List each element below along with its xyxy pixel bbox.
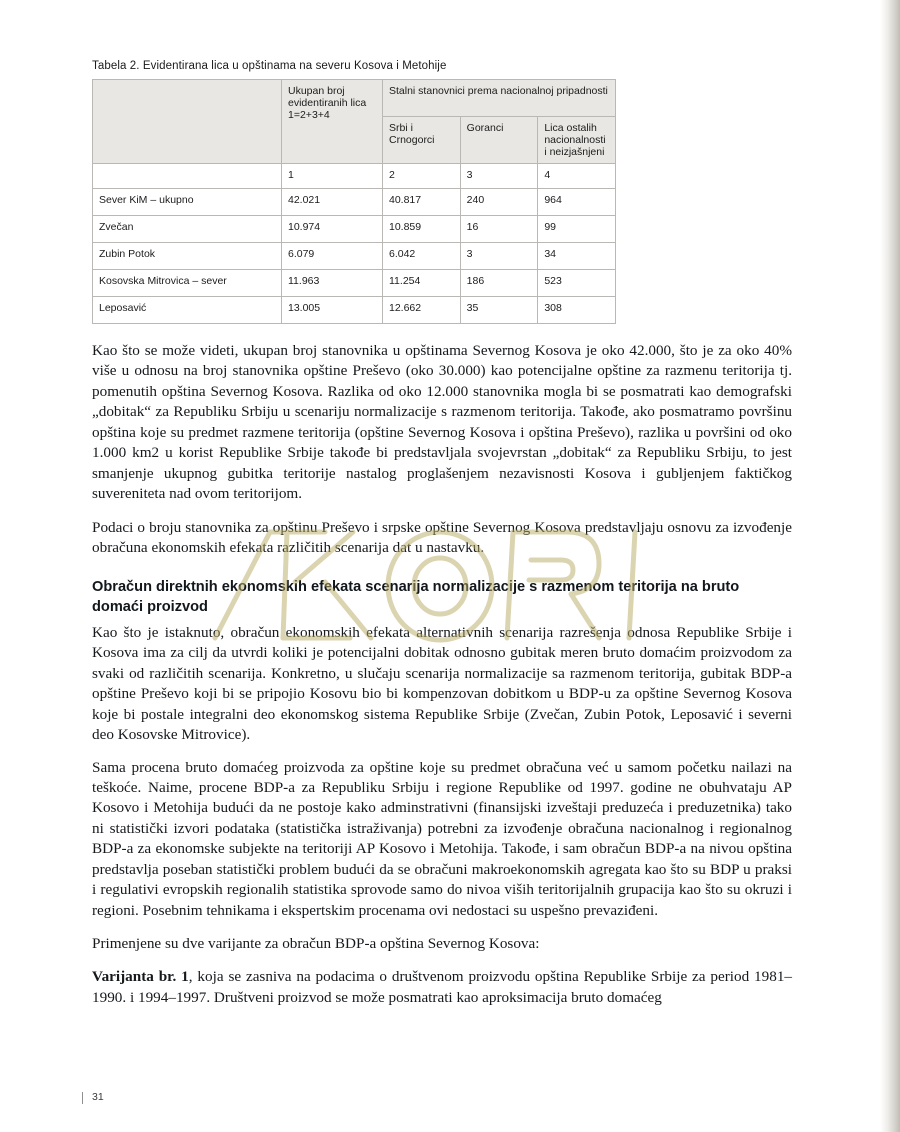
cell-gorani: 35 bbox=[460, 297, 538, 324]
variant-text: , koja se zasniva na podacima o društvenom proizvodu opština Republike Srbije za period 1981–1990. i 1994–1997. Društveni proizvod se može posmatrati kao aproksimacija bruto domaćeg bbox=[92, 968, 793, 1006]
header-cell-empty bbox=[93, 80, 282, 164]
cell-total: 11.963 bbox=[282, 270, 383, 297]
header-cell-others: Lica ostalih nacionalnosti i neizjašnjeni bbox=[538, 117, 616, 164]
table-body bbox=[93, 164, 616, 324]
paragraph-4: Sama procena bruto domaćeg proizvoda za opštine koje su predmet obračuna već u samom početku nailazi na teškoće. Naime, procene BDP-a za Republiku Srbiju i regione Republike od 1997. godine ne obuhvataju AP Kosovo i Metohija budući da ne postoje kako adminstrativni (finansijski izveštaji preduzeća i preduzetnika) tako ni statistički izvori podataka (statistička istraživanja) potrebni za izvođenje obračuna nacionalnog i regionalnog BDP-a za ekonomske subjekte na teritoriji AP Kosovo i Metohija. Takođe, i sam obračun BDP-a na nivou opština predstavlja poseban statistički problem budući da se obračuni makroekonomskih agregata kao što su BDP u praksi i regulativi evropskih regionalih statistika sprovode samo do nivoa viših teritorijalnih grupacija kao što su okruzi i regioni. Posebnim tehnikama i ekspertskim procenama ovi nedostaci su uspešno prevaziđeni. bbox=[92, 758, 792, 919]
page-edge-shadow bbox=[880, 0, 900, 1132]
cell-others: 308 bbox=[538, 297, 616, 324]
variant-label: Varijanta br. 1 bbox=[92, 968, 189, 986]
table-header bbox=[93, 80, 616, 164]
cell-gorani: 186 bbox=[460, 270, 538, 297]
population-table bbox=[92, 79, 616, 324]
cell-serbs: 10.859 bbox=[383, 216, 461, 243]
cell-municipality: Kosovska Mitrovica – sever bbox=[93, 270, 282, 297]
paragraph-5: Primenjene su dve varijante za obračun BDP-a opština Severnog Kosova: bbox=[92, 935, 540, 952]
number-cell-0 bbox=[93, 164, 282, 189]
paragraph-3: Kao što je istaknuto, obračun ekonomskih efekata alternativnih scenarija razrešenja odnosa Republike Srbije i Kosova ima za cilj da utvrdi koliki je potencijalni dobitak odnosno gubitak meren bruto domaćim proizvodom za svaki od različitih scenarija. Konkretno, u slučaju scenarija normalizacije sa razmenom teritorija, gubitak BDP-a opštine Preševo koji bi se pripojio Kosovu bio bi kompenzovan dobitkom u BDP-u za opštine Severnog Kosova koje bi postale integralni deo ekonomskog sistema Republike Srbije (Zvečan, Zubin Potok, Leposavić i severni deo Kosovske Mitrovice). bbox=[92, 623, 792, 744]
cell-serbs: 11.254 bbox=[383, 270, 461, 297]
cell-gorani: 3 bbox=[460, 243, 538, 270]
cell-gorani: 16 bbox=[460, 216, 538, 243]
number-cell-3: 3 bbox=[460, 164, 538, 189]
cell-others: 99 bbox=[538, 216, 616, 243]
header-cell-serbs: Srbi i Crnogorci bbox=[383, 117, 461, 164]
cell-total: 13.005 bbox=[282, 297, 383, 324]
page-content bbox=[92, 0, 792, 1021]
table-row bbox=[93, 216, 616, 243]
number-cell-4: 4 bbox=[538, 164, 616, 189]
cell-total: 10.974 bbox=[282, 216, 383, 243]
cell-municipality: Zvečan bbox=[93, 216, 282, 243]
paragraph-6 bbox=[92, 967, 792, 1008]
header-cell-gorani: Goranci bbox=[460, 117, 538, 164]
table-row bbox=[93, 243, 616, 270]
cell-gorani: 240 bbox=[460, 189, 538, 216]
paragraph-1: Kao što se može videti, ukupan broj stanovnika u opštinama Severnog Kosova je oko 42.000, što je za oko 40% više u odnosu na broj stanovnika opštine Preševo (oko 30.000) kao potencijalne opštine za razmenu teritorija tj. pomenutih opština Severnog Kosova. Razlika od oko 12.000 stanovnika mogla bi se posmatrati kao demografski „dobitak“ za Republiku Srbiju u scenariju normalizacije s razmenom teritorija. Takođe, ako posmatramo površinu opština koje su predmet razmene teritorija (opštine Severnog Kosova i opština Preševo), razlika u površini od oko 1.000 km2 u korist Republike Srbije takođe bi predstavljala svojevrstan „dobitak“ za Republiku Srbiju, to jest smanjenje ukupnog gubitka teritorije nastalog proglašenjem nezavisnosti Kosova i gubljenjem faktičkog suvereniteta nad ovom teritorijom. bbox=[92, 342, 792, 503]
cell-serbs: 40.817 bbox=[383, 189, 461, 216]
cell-municipality: Leposavić bbox=[93, 297, 282, 324]
cell-total: 42.021 bbox=[282, 189, 383, 216]
section-heading: Obračun direktnih ekonomskih efekata scenarija normalizacije s razmenom teritorija na bruto domaći proizvod bbox=[92, 579, 740, 615]
cell-others: 964 bbox=[538, 189, 616, 216]
header-cell-total: Ukupan broj evidentiranih lica 1=2+3+4 bbox=[282, 80, 383, 164]
table-row bbox=[93, 297, 616, 324]
number-cell-1: 1 bbox=[282, 164, 383, 189]
page-footer: 31 bbox=[82, 1092, 104, 1104]
table-caption: Tabela 2. Evidentirana lica u opštinama na severu Kosova i Metohije bbox=[92, 60, 447, 72]
cell-municipality: Zubin Potok bbox=[93, 243, 282, 270]
paragraph-2: Podaci o broju stanovnika za opštinu Preševo i srpske opštine Severnog Kosova predstavljaju osnovu za izvođenje obračuna ekonomskih efekata različitih scenarija dat u nastavku. bbox=[92, 518, 792, 556]
table-number-row bbox=[93, 164, 616, 189]
header-cell-group: Stalni stanovnici prema nacionalnoj pripadnosti bbox=[383, 80, 616, 117]
cell-municipality: Sever KiM – ukupno bbox=[93, 189, 282, 216]
cell-others: 523 bbox=[538, 270, 616, 297]
cell-others: 34 bbox=[538, 243, 616, 270]
number-cell-2: 2 bbox=[383, 164, 461, 189]
cell-total: 6.079 bbox=[282, 243, 383, 270]
table-row bbox=[93, 189, 616, 216]
table-header-row-1 bbox=[93, 80, 616, 117]
table-row bbox=[93, 270, 616, 297]
cell-serbs: 12.662 bbox=[383, 297, 461, 324]
cell-serbs: 6.042 bbox=[383, 243, 461, 270]
